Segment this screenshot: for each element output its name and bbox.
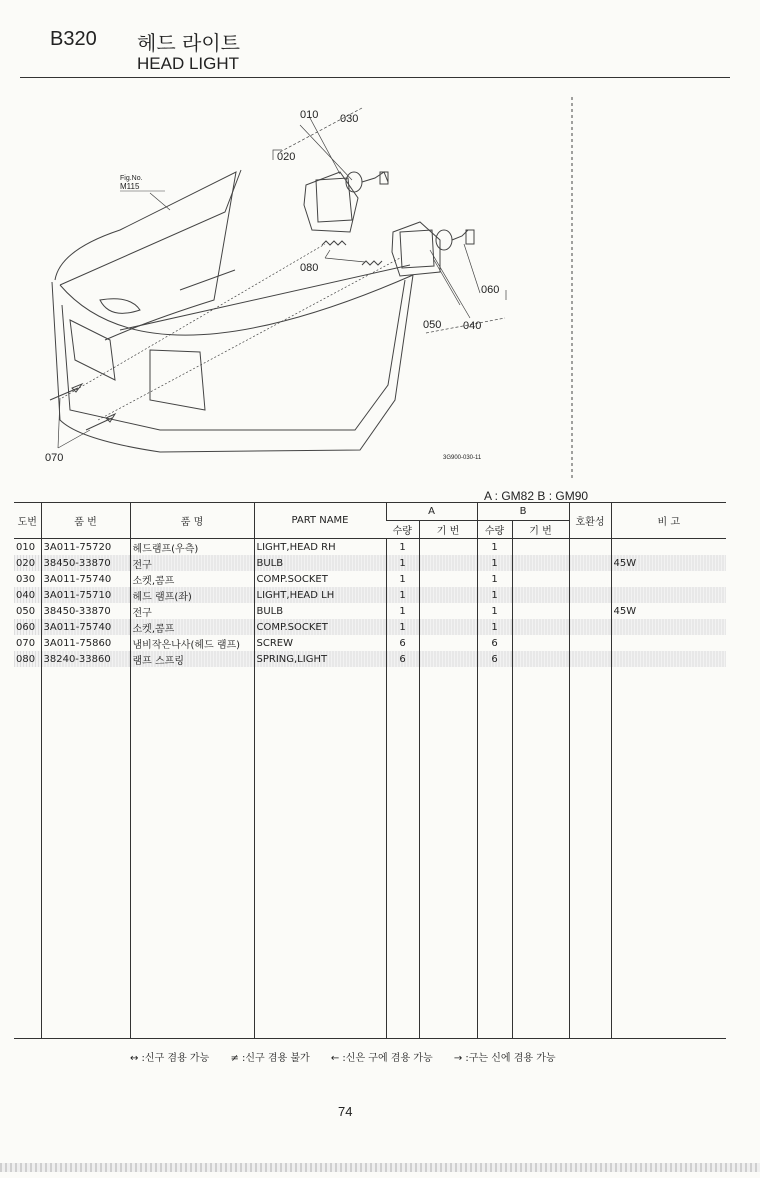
header-compat: 호환성 xyxy=(569,503,611,539)
cell-ref: 010 xyxy=(16,541,36,553)
cell-qty-a: 1 xyxy=(386,619,419,635)
header-rule xyxy=(20,77,730,78)
cell-prefix-a xyxy=(419,635,477,651)
cell-qty-b: 1 xyxy=(477,587,512,603)
cell-qty-b: 1 xyxy=(477,571,512,587)
cell-part-no: 3A011-75740 xyxy=(41,619,130,635)
parts-diagram xyxy=(0,90,760,485)
drawing-code: 3G900-030-11 xyxy=(443,455,482,461)
cell-remarks: 45W xyxy=(611,603,726,619)
cell-part-name: SCREW xyxy=(254,635,386,651)
cell-name-ko: 소켓,콤프 xyxy=(130,571,254,587)
cell-part-no: 38450-33870 xyxy=(41,555,130,571)
cell-qty-b: 1 xyxy=(477,539,512,556)
cell-remarks xyxy=(611,619,726,635)
table-row xyxy=(14,619,726,635)
cell-prefix-a xyxy=(419,555,477,571)
legend-new-to-old: ← :신은 구에 겸용 가능 xyxy=(330,1053,433,1064)
cell-compat xyxy=(569,571,611,587)
header-part-no: 품 번 xyxy=(41,503,130,539)
fig-number: M115 xyxy=(120,182,140,191)
section-code: B320 xyxy=(50,28,97,50)
callout-070: 070 xyxy=(45,452,64,464)
cell-qty-a: 6 xyxy=(386,651,419,667)
callout-080: 080 xyxy=(300,262,319,274)
cell-qty-a: 1 xyxy=(386,555,419,571)
header-qty-b: 수량 xyxy=(477,521,512,539)
cell-qty-b: 6 xyxy=(477,635,512,651)
header-group-b: B xyxy=(477,503,569,521)
callout-010: 010 xyxy=(300,109,319,121)
cell-part-name: SPRING,LIGHT xyxy=(254,651,386,667)
cell-prefix-b xyxy=(512,555,569,571)
cell-part-name: BULB xyxy=(254,555,386,571)
cell-ref: 080 xyxy=(14,651,41,667)
callout-030: 030 xyxy=(340,113,359,125)
table-row xyxy=(14,603,726,619)
cell-compat xyxy=(569,619,611,635)
table-row xyxy=(14,587,726,603)
cell-ref: 050 xyxy=(16,605,36,617)
cell-qty-a: 6 xyxy=(386,635,419,651)
cell-name-ko: 헤드 램프(좌) xyxy=(130,587,254,603)
cell-qty-a: 1 xyxy=(386,571,419,587)
screw-upper-drawing xyxy=(50,384,82,400)
legend-not-interchangeable: ≠ :신구 겸용 불가 xyxy=(230,1053,310,1064)
model-legend: A : GM82 B : GM90 xyxy=(484,489,589,503)
cell-compat xyxy=(569,587,611,603)
headlight-lh-drawing xyxy=(392,222,474,276)
cell-ref: 030 xyxy=(16,573,36,585)
legend-old-to-new: → :구는 신에 겸용 가능 xyxy=(453,1053,556,1064)
cell-prefix-b xyxy=(512,603,569,619)
header-group-a: A xyxy=(386,503,477,521)
cell-remarks xyxy=(611,571,726,587)
page-title-korean: 헤드 라이트 xyxy=(137,31,240,55)
header-part-name: PART NAME xyxy=(254,503,386,539)
cell-part-no: 38240-33860 xyxy=(41,651,130,667)
header-prefix-b: 기 번 xyxy=(512,521,569,539)
cell-qty-b: 1 xyxy=(477,603,512,619)
cell-name-ko: 소켓,콤프 xyxy=(130,619,254,635)
table-row xyxy=(14,571,726,587)
cell-ref: 060 xyxy=(14,619,41,635)
callout-040: 040 xyxy=(463,320,482,332)
cell-qty-a: 1 xyxy=(386,539,419,556)
cell-qty-b: 1 xyxy=(477,555,512,571)
table-row xyxy=(14,651,726,667)
cell-prefix-b xyxy=(512,539,569,556)
cell-prefix-b xyxy=(512,571,569,587)
cell-part-name: COMP.SOCKET xyxy=(254,571,386,587)
headlight-rh-drawing xyxy=(304,172,388,232)
cell-prefix-a xyxy=(419,571,477,587)
compatibility-legend xyxy=(130,1049,574,1064)
table-row xyxy=(14,539,726,556)
cell-prefix-b xyxy=(512,587,569,603)
header-qty-a: 수량 xyxy=(386,521,419,539)
cell-compat xyxy=(569,539,611,556)
cell-part-name: BULB xyxy=(254,603,386,619)
cell-prefix-a xyxy=(419,539,477,556)
cell-compat xyxy=(569,651,611,667)
cell-name-ko: 헤드램프(우측) xyxy=(130,539,254,556)
cell-qty-b: 6 xyxy=(477,651,512,667)
cell-part-name: LIGHT,HEAD LH xyxy=(254,587,386,603)
cell-compat xyxy=(569,555,611,571)
scan-edge xyxy=(0,1163,760,1172)
hood-grille-drawing xyxy=(52,170,413,452)
cell-remarks xyxy=(611,587,726,603)
legend-interchangeable: ↔ :신구 겸용 가능 xyxy=(130,1053,210,1064)
cell-name-ko: 전구 xyxy=(130,603,254,619)
header-remarks: 비 고 xyxy=(611,503,726,539)
cell-part-no: 3A011-75740 xyxy=(41,571,130,587)
cell-part-name: LIGHT,HEAD RH xyxy=(254,539,386,556)
cell-compat xyxy=(569,635,611,651)
page-title-english: HEAD LIGHT xyxy=(137,54,240,73)
header-prefix-a: 기 번 xyxy=(419,521,477,539)
cell-prefix-b xyxy=(512,619,569,635)
cell-compat xyxy=(569,603,611,619)
cell-name-ko: 전구 xyxy=(130,555,254,571)
cell-part-no: 3A011-75710 xyxy=(41,587,130,603)
cell-part-name: COMP.SOCKET xyxy=(254,619,386,635)
cell-prefix-b xyxy=(512,635,569,651)
cell-part-no: 3A011-75720 xyxy=(41,539,130,556)
parts-table xyxy=(14,502,726,1039)
callout-050: 050 xyxy=(423,319,442,331)
table-row xyxy=(14,635,726,651)
cell-prefix-a xyxy=(419,619,477,635)
cell-qty-a: 1 xyxy=(386,587,419,603)
callout-060: 060 xyxy=(481,284,500,296)
cell-part-no: 38450-33870 xyxy=(41,603,130,619)
spring-lower-drawing xyxy=(362,261,382,265)
cell-prefix-a xyxy=(419,651,477,667)
cell-remarks: 45W xyxy=(611,555,726,571)
cell-remarks xyxy=(611,635,726,651)
page-number: 74 xyxy=(338,1104,353,1119)
cell-ref: 040 xyxy=(14,587,41,603)
spring-upper-drawing xyxy=(322,241,346,245)
cell-prefix-a xyxy=(419,587,477,603)
fig-label: Fig.No. xyxy=(120,175,143,182)
cell-ref: 020 xyxy=(14,555,41,571)
cell-part-no: 3A011-75860 xyxy=(41,635,130,651)
header-name-ko: 품 명 xyxy=(130,503,254,539)
cell-ref: 070 xyxy=(16,637,36,649)
header-ref: 도번 xyxy=(14,503,41,539)
callout-020: 020 xyxy=(277,151,296,163)
cell-qty-b: 1 xyxy=(477,619,512,635)
table-row xyxy=(14,555,726,571)
cell-name-ko: 램프 스프링 xyxy=(130,651,254,667)
cell-prefix-b xyxy=(512,651,569,667)
cell-remarks xyxy=(611,539,726,556)
cell-remarks xyxy=(611,651,726,667)
cell-name-ko: 냄비작은나사(헤드 램프) xyxy=(130,635,254,651)
cell-prefix-a xyxy=(419,603,477,619)
table-empty-area xyxy=(14,667,726,1039)
cell-qty-a: 1 xyxy=(386,603,419,619)
